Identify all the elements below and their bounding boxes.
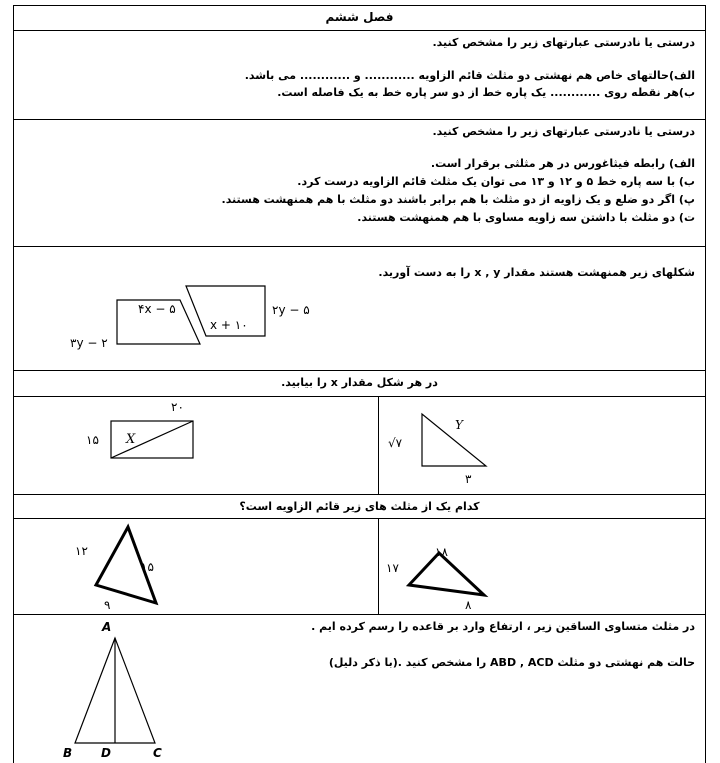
vertex-C-label: C [153,746,162,760]
tri2-label-8: ۸ [465,598,472,612]
section2-heading: درستی یا نادرستی عبارتهای زیر را مشخص کنید. [432,125,695,138]
section2-item-d: ت) دو مثلث با داشتن سه زاویه مساوی با هم همنهشت هستند. [357,211,695,224]
section1-item-b: ب)هر نقطه روی ............ یک پاره خط از دو سر پاره خط به یک فاصله است. [277,86,695,99]
section1-item-a: الف)حالتهای خاص هم نهشتی دو مثلث قائم الزاویه ............ و ............ می باشد. [244,69,695,82]
tri2-label-17: ۱۷ [386,561,399,575]
section2-item-a: الف) رابطه فیثاغورس در هر مثلثی برقرار است. [430,157,695,170]
label-3y-minus-2: ۳y − ۲ [70,336,108,350]
page-title: فصل ششم [325,10,394,24]
vertex-B-label: B [63,746,73,760]
section5-heading: کدام یک از مثلث های زیر قائم الزاویه است؟ [239,500,480,513]
section4-heading: در هر شکل مقدار x را بیابید. [281,376,438,389]
section2-item-c: پ) اگر دو ضلع و یک زاویه از دو مثلث با هم برابر باشند دو مثلث با هم همنهشت هستند. [221,193,695,206]
tri1-label-9: ۹ [104,598,111,612]
label-4x-minus-5: ۴x − ۵ [138,302,176,316]
label-2y-minus-5: ۲y − ۵ [272,303,310,317]
vertex-D-label: D [101,746,111,760]
triangle-y-label: Y [455,418,463,432]
rect-left-label: ۱۵ [86,433,99,447]
rect-x-label: X [126,432,136,447]
section6-line1: در مثلث متساوی الساقین زیر ، ارتفاع وارد بر قاعده را رسم کرده ایم . [311,620,695,633]
rect-top-label: ۲۰ [171,400,184,414]
triangle-bottom-label: ۳ [465,472,472,486]
vertex-A-label: A [102,620,112,634]
label-x-plus-10: x + ۱۰ [210,318,248,332]
triangle-sqrt7-label: √۷ [388,436,403,450]
tri1-label-12: ۱۲ [75,544,88,558]
section3-heading: شکلهای زیر همنهشت هستند مقدار x , y را به دست آورید. [378,266,695,279]
tri2-label-18: ۱۸ [435,545,448,559]
section1-heading: درستی یا نادرستی عبارتهای زیر را مشخص کنید. [432,36,695,49]
section6-line2: حالت هم نهشتی دو مثلث ABD , ACD را مشخص کنید .(با ذکر دلیل) [328,656,695,669]
section2-item-b: ب) با سه پاره خط ۵ و ۱۲ و ۱۳ می توان یک مثلث قائم الزاویه درست کرد. [297,175,695,188]
tri1-label-15: ۱۵ [141,560,154,574]
